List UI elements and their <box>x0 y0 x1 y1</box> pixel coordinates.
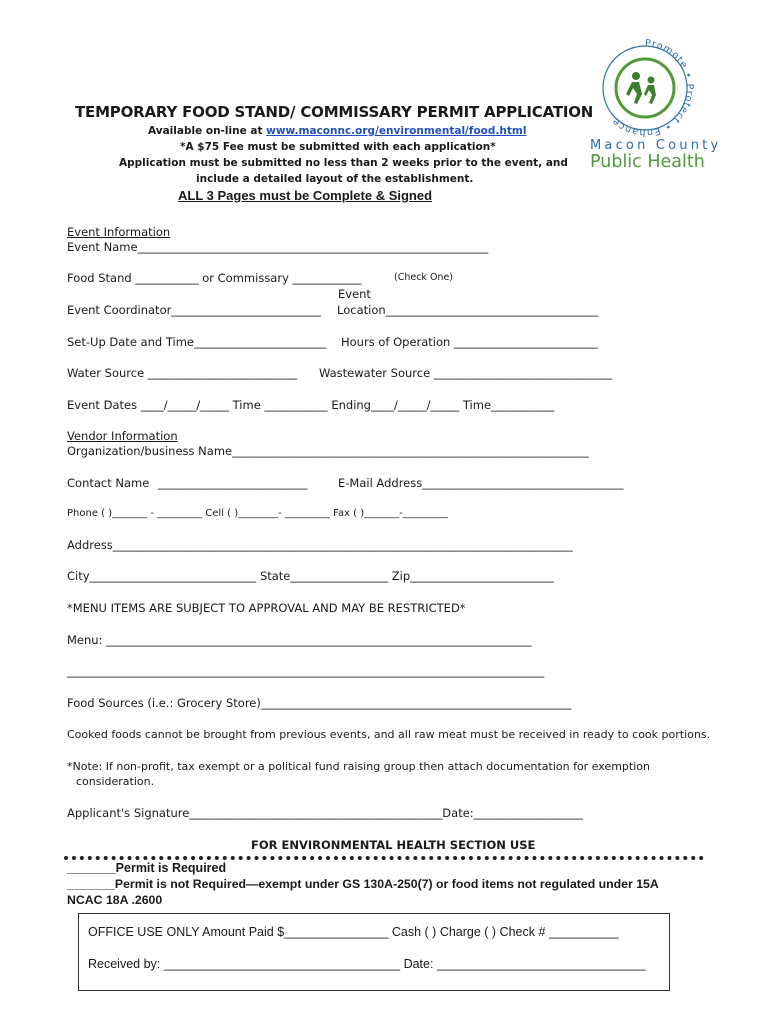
event-coordinator-field[interactable]: Event Coordinator__________________________ <box>67 303 321 317</box>
menu-field-line2[interactable]: ___________________________________________________________________________________ <box>67 664 545 678</box>
water-source-field[interactable]: Water Source __________________________ <box>67 366 298 380</box>
contact-name-label: Contact Name <box>67 476 150 490</box>
organization-field[interactable]: Organization/business Name______________________________________________________________ <box>67 444 589 458</box>
city-state-zip-field[interactable]: City_____________________________ State_________________ Zip_________________________ <box>67 569 554 583</box>
event-info-heading: Event Information <box>67 225 171 239</box>
available-prefix: Available on-line at <box>148 125 267 137</box>
logo <box>588 38 722 178</box>
website-link[interactable]: www.maconnc.org/environmental/food.html <box>266 125 527 137</box>
food-stand-field[interactable]: Food Stand ___________ or Commissary ____________ <box>67 271 362 285</box>
contact-name-field[interactable]: __________________________ <box>158 476 308 490</box>
phone-row[interactable]: Phone ( )_______ - _________ Cell ( )________- _________ Fax ( )_______-_________ <box>67 508 448 519</box>
submit-note-2: include a detailed layout of the establishment. <box>196 173 474 185</box>
fee-note: *A $75 Fee must be submitted with each application* <box>180 141 496 153</box>
wastewater-field[interactable]: Wastewater Source _______________________________ <box>319 366 613 380</box>
available-online <box>148 125 526 137</box>
address-field[interactable]: Address________________________________________________________________________________ <box>67 538 573 552</box>
email-field[interactable]: E-Mail Address___________________________________ <box>338 476 624 490</box>
logo-line2: Public Health <box>590 152 705 172</box>
permit-not-required-cont: NCAC 18A .2600 <box>67 893 163 907</box>
nonprofit-note-1: *Note: If non-profit, tax exempt or a political fund raising group then attach documentation for exemption <box>67 760 650 773</box>
env-health-heading: FOR ENVIRONMENTAL HEALTH SECTION USE <box>251 838 536 852</box>
food-sources-field[interactable]: Food Sources (i.e.: Grocery Store)______________________________________________________ <box>67 696 572 710</box>
event-dates-field[interactable]: Event Dates ____/_____/_____ Time ___________ Ending____/_____/_____ Time___________ <box>67 398 555 412</box>
nonprofit-note-2: consideration. <box>76 775 155 788</box>
cooked-foods-note: Cooked foods cannot be brought from previous events, and all raw meat must be received in ready to cook portions. <box>67 728 711 741</box>
logo-emblem <box>590 38 700 138</box>
permit-required-field[interactable]: _______Permit is Required <box>67 861 227 875</box>
event-label: Event <box>338 287 371 301</box>
vendor-info-heading: Vendor Information <box>67 429 178 443</box>
menu-field[interactable]: Menu: __________________________________________________________________________ <box>67 633 532 647</box>
office-use-row1[interactable]: OFFICE USE ONLY Amount Paid $_______________ Cash ( ) Charge ( ) Check # __________ <box>88 925 619 939</box>
permit-not-required-field[interactable]: _______Permit is not Required—exempt under GS 130A-250(7) or food items not regulated under 15A <box>67 877 659 891</box>
hours-field[interactable]: Hours of Operation _________________________ <box>341 335 598 349</box>
dotted-divider <box>64 856 704 860</box>
family-icon <box>626 72 656 104</box>
logo-ring-text: Promote • Protect • Enhance <box>609 38 696 138</box>
logo-line1: Macon County <box>590 138 722 153</box>
submit-note-1: Application must be submitted no less than 2 weeks prior to the event, and <box>119 157 568 169</box>
page-title: TEMPORARY FOOD STAND/ COMMISSARY PERMIT APPLICATION <box>75 103 594 121</box>
menu-note: *MENU ITEMS ARE SUBJECT TO APPROVAL AND MAY BE RESTRICTED* <box>67 601 466 615</box>
applicant-signature-field[interactable]: Applicant's Signature____________________________________________Date:___________________ <box>67 806 583 820</box>
event-location-field[interactable]: Location_____________________________________ <box>337 303 599 317</box>
setup-date-field[interactable]: Set-Up Date and Time_______________________ <box>67 335 327 349</box>
pages-note: ALL 3 Pages must be Complete & Signed <box>178 188 433 203</box>
office-use-row2[interactable]: Received by: __________________________________ Date: ______________________________ <box>88 957 646 971</box>
check-one-label: (Check One) <box>394 272 453 283</box>
event-name-field[interactable]: Event Name_____________________________________________________________ <box>67 240 489 254</box>
